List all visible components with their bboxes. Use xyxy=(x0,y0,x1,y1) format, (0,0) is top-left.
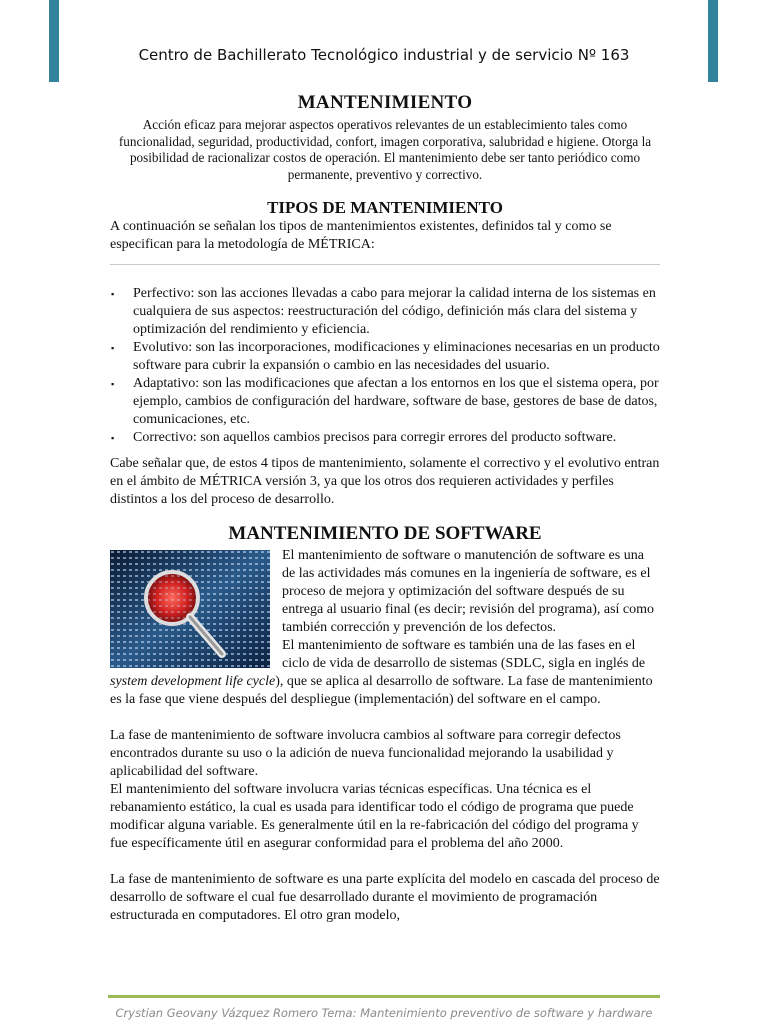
header-accent-bar-left xyxy=(49,0,59,82)
header-accent-bar-right xyxy=(708,0,718,82)
bullet-icon: ▪ xyxy=(111,289,115,299)
list-item: ▪ Perfectivo: son las acciones llevadas a cabo para mejorar la calidad interna de los sistemas en cualquiera de sus aspectos: reestructuración del código, definición más clara del sistema y optimización del rendimiento y eficiencia. xyxy=(111,286,656,337)
footer-divider xyxy=(108,995,660,998)
software-paragraph-3: La fase de mantenimiento de software involucra cambios al software para corregir defectos encontrados durante su uso o la adición de nueva funcionalidad mejorando la usabilidad y aplicabilidad del software. El mantenimiento del software involucra varias técnicas específicas. Una técnica es el rebanamiento estático, la cual es usada para identificar todo el código de programa que puede modificar alguna variable. Es generalmente útil en la re-fabricación del código del programa y fue específicamente útil en asegurar conformidad para el problema del año 2000. xyxy=(110,728,639,851)
list-item: ▪ Adaptativo: son las modificaciones que afectan a los entornos en los que el sistema opera, por ejemplo, cambios de configuración del hardware, software de base, gestores de base de datos, comunicaciones, etc. xyxy=(111,376,659,427)
tipos-intro: A continuación se señalan los tipos de mantenimientos existentes, definidos tal y como se especifican para la metodología de MÉTRICA: xyxy=(110,219,612,252)
section-title-tipos: TIPOS DE MANTENIMIENTO xyxy=(267,198,503,217)
software-paragraph-1: El mantenimiento de software o manutención de software es una de las actividades más comunes en la ingeniería de software, es el proceso de mejora y optimización del software después de su entrega al usuario final (es decir; revisión del programa), así como también corrección y prevención de los defectos. xyxy=(282,548,655,635)
bullet-icon: ▪ xyxy=(111,343,115,353)
metrica-note: Cabe señalar que, de estos 4 tipos de mantenimiento, solamente el correctivo y el evolutivo entran en el ámbito de MÉTRICA versión 3, ya que los otros dos requieren actividades y perfiles distintos a los del proceso de desarrollo. xyxy=(110,456,660,507)
magnifier-code-image xyxy=(110,550,270,668)
bullet-icon: ▪ xyxy=(111,433,115,443)
software-paragraph-2: El mantenimiento de software es también una de las fases en el ciclo de vida de desarrollo de sistemas (SDLC, sigla en inglés de system development life cycle), que se aplica al desarrollo de software. La fase de mantenimiento es la fase que viene después del despliegue (implementación) del software en el campo. xyxy=(110,638,653,707)
list-item: ▪ Correctivo: son aquellos cambios precisos para corregir errores del producto software. xyxy=(111,430,617,445)
mantenimiento-definition: Acción eficaz para mejorar aspectos operativos relevantes de un establecimiento tales como funcionalidad, seguridad, productividad, confort, imagen corporativa, salubridad e higiene. Otorga la posibilidad de racionalizar costos de operación. El mantenimiento debe ser tanto periódico como permanente, preventivo y correctivo. xyxy=(118,117,652,182)
list-item: ▪ Evolutivo: son las incorporaciones, modificaciones y eliminaciones necesarias en un producto software para cubrir la expansión o cambio en las necesidades del usuario. xyxy=(111,340,660,373)
software-paragraph-5: La fase de mantenimiento de software es una parte explícita del modelo en cascada del proceso de desarrollo de software el cual fue desarrollado durante el movimiento de programación estructurada en computadores. El otro gran modelo, xyxy=(110,872,660,923)
section-title-software: MANTENIMIENTO DE SOFTWARE xyxy=(228,523,542,544)
divider xyxy=(110,264,660,265)
section-title-mantenimiento: MANTENIMIENTO xyxy=(297,92,473,113)
maintenance-types-list xyxy=(110,285,660,447)
document-body xyxy=(110,92,660,925)
page-header: Centro de Bachillerato Tecnológico industrial y de servicio Nº 163 xyxy=(138,46,630,64)
page-footer: Crystian Geovany Vázquez Romero Tema: Mantenimiento preventivo de software y hardware xyxy=(115,1006,653,1020)
bullet-icon: ▪ xyxy=(111,379,115,389)
software-section xyxy=(110,547,660,709)
